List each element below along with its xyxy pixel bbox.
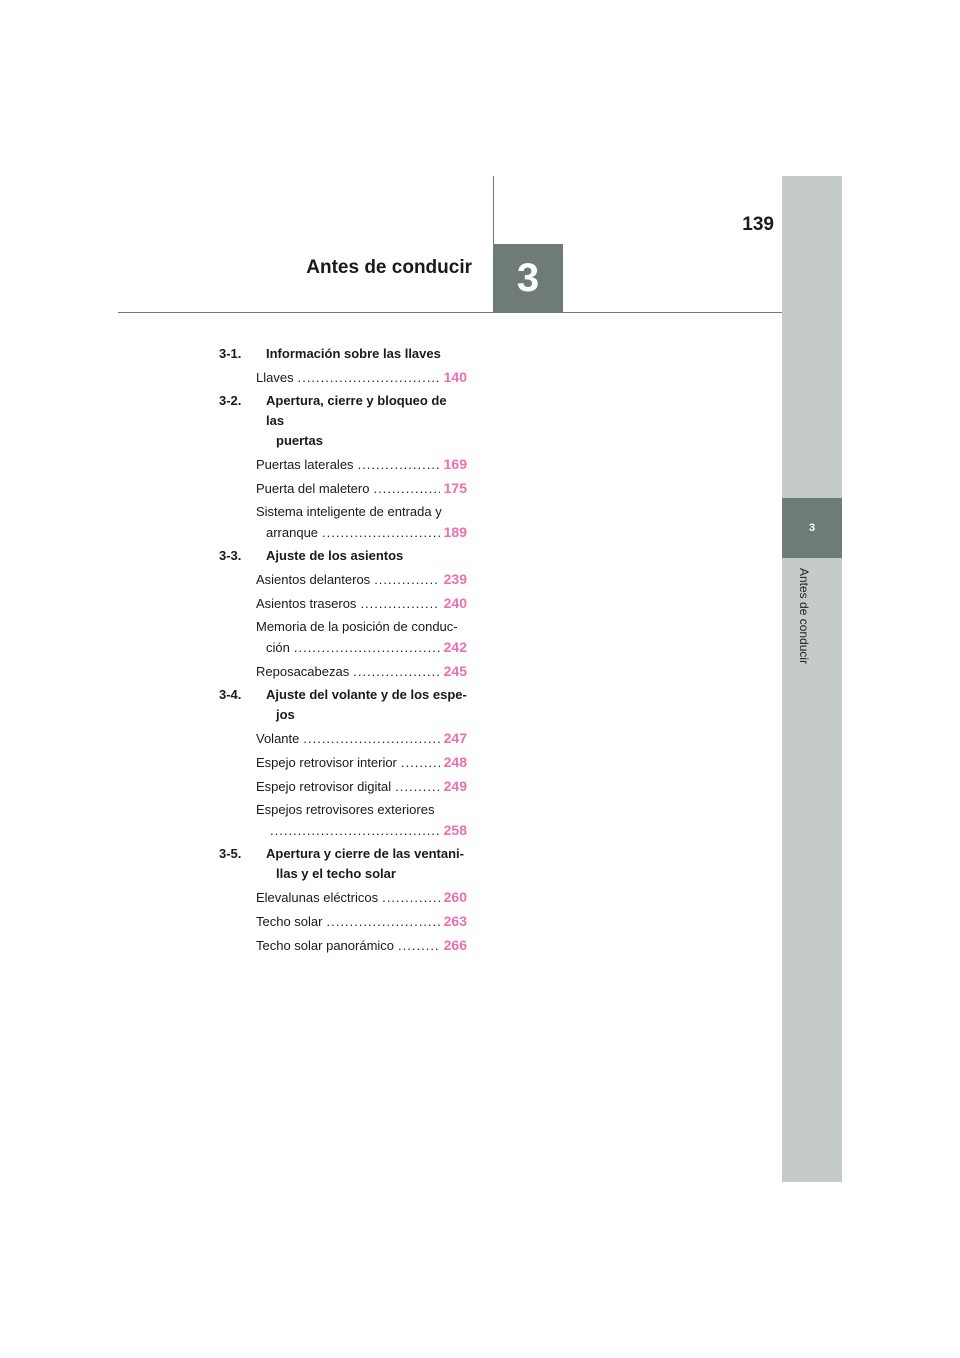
toc-leader-dots xyxy=(398,936,440,956)
toc-section-title: Apertura, cierre y bloqueo de las xyxy=(266,393,447,428)
table-of-contents xyxy=(219,344,467,959)
toc-entry[interactable] xyxy=(256,776,467,797)
toc-entry[interactable] xyxy=(256,593,467,614)
toc-leader-dots xyxy=(395,777,440,797)
toc-page-link[interactable]: 245 xyxy=(443,663,467,679)
toc-section-heading xyxy=(219,546,467,566)
toc-entry[interactable] xyxy=(256,911,467,932)
toc-entry-label: Reposacabezas xyxy=(256,664,350,679)
toc-entry[interactable] xyxy=(256,887,467,908)
toc-page-link[interactable]: 140 xyxy=(443,369,467,385)
toc-leader-dots xyxy=(270,821,440,841)
toc-entry-label: Elevalunas eléctricos xyxy=(256,890,379,905)
toc-section-title: Ajuste de los asientos xyxy=(266,548,404,563)
toc-entry-label: Puertas laterales xyxy=(256,457,354,472)
side-chapter-label: Antes de conducir xyxy=(797,568,811,665)
toc-entry-label: Sistema inteligente de entrada y xyxy=(256,504,442,519)
toc-leader-dots xyxy=(374,570,439,590)
toc-section-heading xyxy=(219,391,467,451)
header-rule xyxy=(118,312,782,313)
toc-page-link[interactable]: 242 xyxy=(443,639,467,655)
toc-entry-label: Asientos traseros xyxy=(256,596,357,611)
side-strip xyxy=(782,176,842,1182)
toc-page-link[interactable]: 240 xyxy=(443,595,467,611)
vertical-divider xyxy=(493,176,494,244)
side-chapter-tab-number: 3 xyxy=(808,522,816,534)
chapter-title: Antes de conducir xyxy=(306,257,472,278)
toc-page-link[interactable]: 239 xyxy=(443,571,467,587)
toc-page-link[interactable]: 175 xyxy=(443,480,467,496)
toc-entry[interactable] xyxy=(256,569,467,590)
toc-entry[interactable] xyxy=(256,367,467,388)
toc-section-title-cont: puertas xyxy=(276,433,323,448)
toc-section-title: Apertura y cierre de las ventani- xyxy=(266,846,464,861)
toc-page-link[interactable]: 247 xyxy=(443,730,467,746)
toc-section-heading xyxy=(219,844,467,884)
toc-entry[interactable] xyxy=(256,454,467,475)
toc-page-link[interactable]: 258 xyxy=(443,822,467,838)
toc-leader-dots xyxy=(373,479,439,499)
chapter-number-box: 3 xyxy=(493,244,563,312)
toc-leader-dots xyxy=(353,662,439,682)
toc-section-number: 3-5. xyxy=(219,846,242,861)
toc-entry[interactable] xyxy=(256,502,467,543)
toc-entry-label: Techo solar xyxy=(256,914,323,929)
page-number: 139 xyxy=(742,214,774,235)
toc-entry-label: Asientos delanteros xyxy=(256,572,371,587)
toc-leader-dots xyxy=(358,455,440,475)
toc-section-number: 3-3. xyxy=(219,548,242,563)
toc-leader-dots xyxy=(326,912,439,932)
toc-page-link[interactable]: 169 xyxy=(443,456,467,472)
toc-section-title-cont: llas y el techo solar xyxy=(276,866,396,881)
toc-section-heading xyxy=(219,344,467,364)
toc-section-number: 3-1. xyxy=(219,346,242,361)
toc-leader-dots xyxy=(298,368,440,388)
toc-entry[interactable] xyxy=(256,935,467,956)
toc-page-link[interactable]: 189 xyxy=(443,524,467,540)
toc-section-number: 3-4. xyxy=(219,687,242,702)
toc-section-title: Información sobre las llaves xyxy=(266,346,441,361)
toc-section-title-cont: jos xyxy=(276,707,295,722)
toc-entry[interactable] xyxy=(256,800,467,841)
toc-leader-dots xyxy=(303,729,439,749)
toc-entry-label: Llaves xyxy=(256,370,294,385)
toc-entry[interactable] xyxy=(256,752,467,773)
toc-leader-dots xyxy=(322,523,440,543)
toc-entry[interactable] xyxy=(256,728,467,749)
toc-section-number: 3-2. xyxy=(219,393,242,408)
toc-page-link[interactable]: 260 xyxy=(443,889,467,905)
toc-entry-label: Puerta del maletero xyxy=(256,481,370,496)
toc-section-title: Ajuste del volante y de los espe- xyxy=(266,687,467,702)
toc-page-link[interactable]: 249 xyxy=(443,778,467,794)
toc-entry-label-cont: ción xyxy=(266,640,290,655)
toc-entry-label: Espejo retrovisor digital xyxy=(256,779,392,794)
toc-leader-dots xyxy=(401,753,440,773)
toc-leader-dots xyxy=(360,594,439,614)
toc-entry[interactable] xyxy=(256,478,467,499)
toc-page-link[interactable]: 266 xyxy=(443,937,467,953)
toc-page-link[interactable]: 263 xyxy=(443,913,467,929)
toc-leader-dots xyxy=(382,888,440,908)
toc-entry-label: Espejos retrovisores exteriores xyxy=(256,802,435,817)
toc-entry[interactable] xyxy=(256,617,467,658)
toc-entry-label: Memoria de la posición de conduc- xyxy=(256,619,458,634)
toc-entry-label: Espejo retrovisor interior xyxy=(256,755,397,770)
toc-section-heading xyxy=(219,685,467,725)
toc-entry-label: Volante xyxy=(256,731,300,746)
toc-entry-label-cont: arranque xyxy=(266,525,319,540)
toc-leader-dots xyxy=(294,638,440,658)
toc-entry-label: Techo solar panorámico xyxy=(256,938,395,953)
toc-entry[interactable] xyxy=(256,661,467,682)
toc-page-link[interactable]: 248 xyxy=(443,754,467,770)
